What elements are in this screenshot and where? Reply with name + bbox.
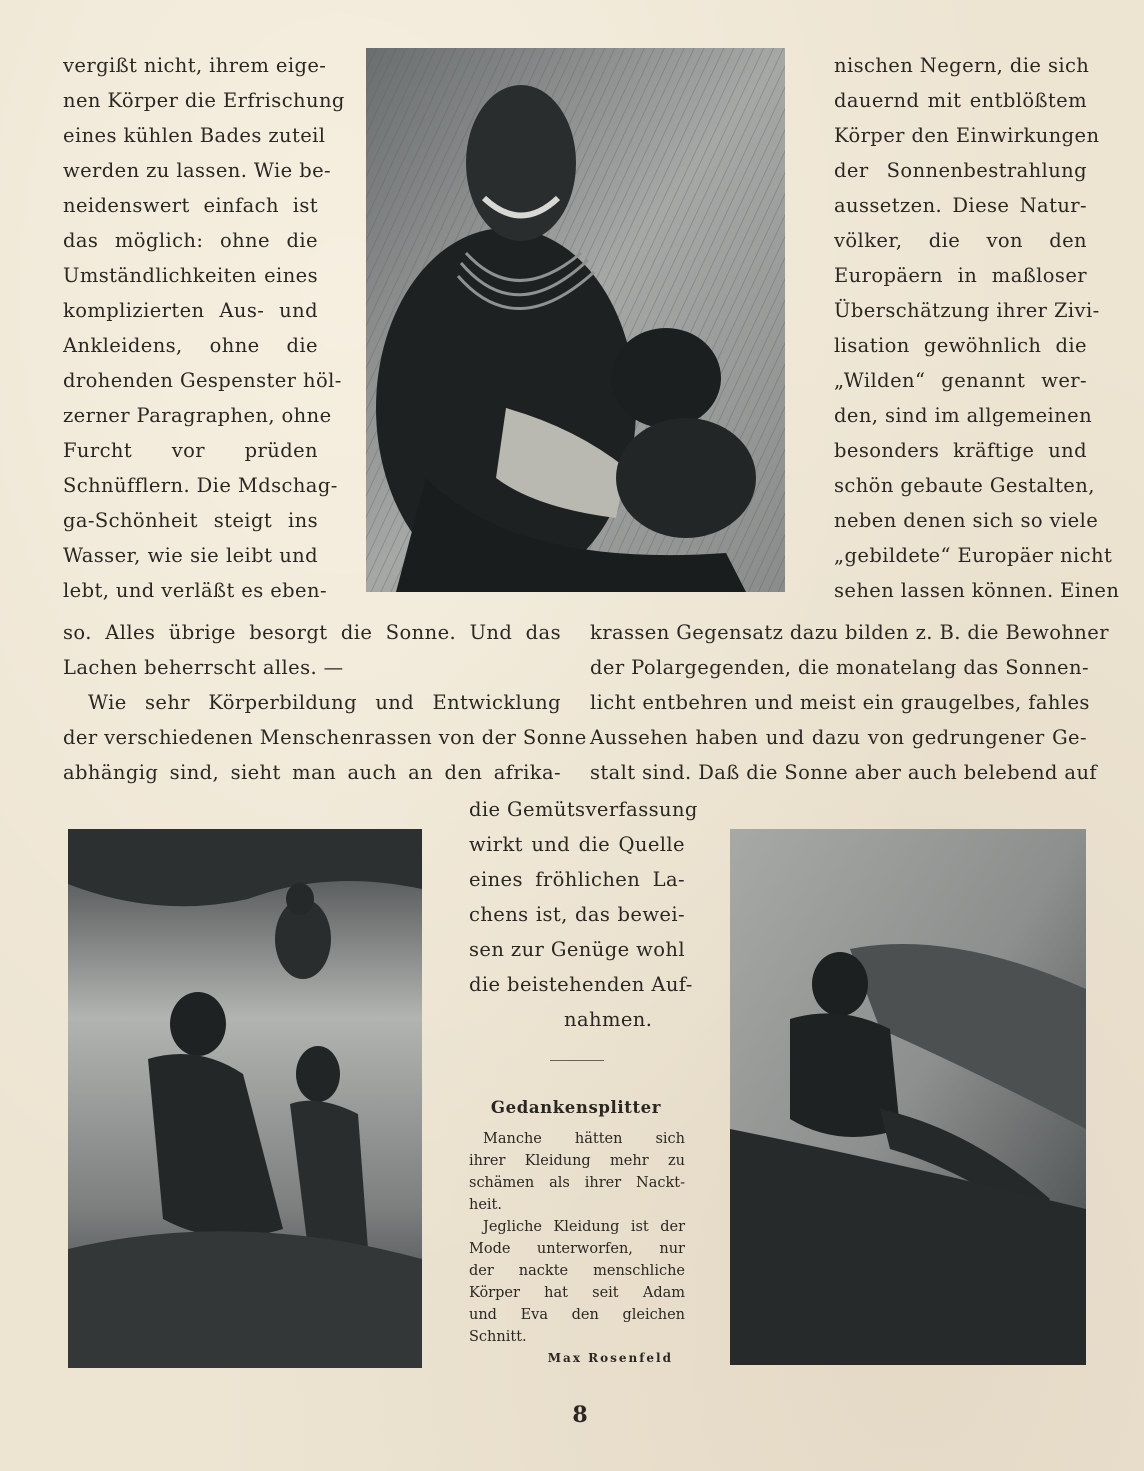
text-line: komplizierten Aus- und xyxy=(63,299,318,322)
text-line: nahmen. xyxy=(564,1008,653,1031)
text-line: „gebildete“ Europäer nicht xyxy=(834,544,1113,567)
text-line: krassen Gegensatz dazu bilden z. B. die Bewohner xyxy=(590,621,1109,644)
text-line: zerner Paragraphen, ohne xyxy=(63,404,332,427)
text-line: Furcht vor prüden xyxy=(63,439,318,462)
text-line: neben denen sich so viele xyxy=(834,509,1099,532)
text-line: sen zur Genüge wohl xyxy=(469,938,685,961)
text-line: Europäern in maßloser xyxy=(834,264,1087,287)
photo-woman-children-stream-image xyxy=(68,829,422,1368)
text-line: schön gebaute Gestalten, xyxy=(834,474,1095,497)
text-line: Überschätzung ihrer Zivi- xyxy=(834,299,1100,322)
text-line: eines fröhlichen La- xyxy=(469,868,685,891)
text-line: die Gemütsverfassung xyxy=(469,798,698,821)
text-line: abhängig sind, sieht man auch an den afrika- xyxy=(63,761,561,784)
text-line: völker, die von den xyxy=(834,229,1087,252)
text-line: werden zu lassen. Wie be- xyxy=(63,159,332,182)
text-line: so. Alles übrige besorgt die Sonne. Und das xyxy=(63,621,561,644)
text-line: der Sonnenbestrahlung xyxy=(834,159,1087,182)
aside-divider xyxy=(550,1060,604,1061)
photo-woman-sitting-water xyxy=(730,829,1086,1365)
text-line: Umständlichkeiten eines xyxy=(63,264,318,287)
text-line: Wasser, wie sie leibt und xyxy=(63,544,318,567)
text-line: aussetzen. Diese Natur- xyxy=(834,194,1087,217)
aside-line: heit. xyxy=(469,1197,502,1213)
aside-line: der nackte menschliche xyxy=(469,1263,685,1279)
aside-line: Jegliche Kleidung ist der xyxy=(483,1219,685,1235)
text-line: nischen Negern, die sich xyxy=(834,54,1090,77)
page-number: 8 xyxy=(572,1402,588,1428)
photo-woman-sitting-water-image xyxy=(730,829,1086,1365)
text-line: neidenswert einfach ist xyxy=(63,194,318,217)
photo-mother-nursing-child-image xyxy=(366,48,785,592)
aside-line: schämen als ihrer Nackt- xyxy=(469,1175,685,1191)
text-line: dauernd mit entblößtem xyxy=(834,89,1087,112)
photo-woman-children-stream xyxy=(68,829,422,1368)
text-line: besonders kräftige und xyxy=(834,439,1087,462)
text-line: wirkt und die Quelle xyxy=(469,833,685,856)
aside-line: Mode unterworfen, nur xyxy=(469,1241,685,1257)
text-line: der verschiedenen Menschenrassen von der Sonne xyxy=(63,726,587,749)
text-line: chens ist, das bewei- xyxy=(469,903,685,926)
text-line: drohenden Gespenster höl- xyxy=(63,369,342,392)
photo-mother-nursing-child xyxy=(366,48,785,592)
text-line: nen Körper die Erfrischung xyxy=(63,89,345,112)
text-line: licht entbehren und meist ein graugelbes, fahles xyxy=(590,691,1090,714)
text-line: lebt, und verläßt es eben- xyxy=(63,579,327,602)
text-line: „Wilden“ genannt wer- xyxy=(834,369,1087,392)
text-line: sehen lassen können. Einen xyxy=(834,579,1120,602)
text-line: den, sind im allgemeinen xyxy=(834,404,1093,427)
text-line: Ankleidens, ohne die xyxy=(63,334,318,357)
text-line: das möglich: ohne die xyxy=(63,229,318,252)
text-line: Wie sehr Körperbildung und Entwicklung xyxy=(88,691,561,714)
text-line: Aussehen haben und dazu von gedrungener Ge- xyxy=(590,726,1087,749)
text-line: Körper den Einwirkungen xyxy=(834,124,1100,147)
aside-title: Gedankensplitter xyxy=(490,1098,662,1117)
text-line: lisation gewöhnlich die xyxy=(834,334,1087,357)
text-line: Schnüfflern. Die Mdschag- xyxy=(63,474,338,497)
text-line: vergißt nicht, ihrem eige- xyxy=(63,54,327,77)
text-line: Lachen beherrscht alles. — xyxy=(63,656,344,679)
aside-line: Schnitt. xyxy=(469,1329,527,1345)
text-line: der Polargegenden, die monatelang das Sonnen- xyxy=(590,656,1089,679)
text-line: die beistehenden Auf- xyxy=(469,973,693,996)
aside-line: Manche hätten sich xyxy=(483,1131,685,1147)
text-line: ga-Schönheit steigt ins xyxy=(63,509,318,532)
aside-author: Max Rosenfeld xyxy=(547,1351,673,1365)
aside-line: ihrer Kleidung mehr zu xyxy=(469,1153,685,1169)
text-line: stalt sind. Daß die Sonne aber auch belebend auf xyxy=(590,761,1098,784)
aside-line: und Eva den gleichen xyxy=(469,1307,685,1323)
text-line: eines kühlen Bades zuteil xyxy=(63,124,326,147)
aside-line: Körper hat seit Adam xyxy=(469,1285,685,1301)
